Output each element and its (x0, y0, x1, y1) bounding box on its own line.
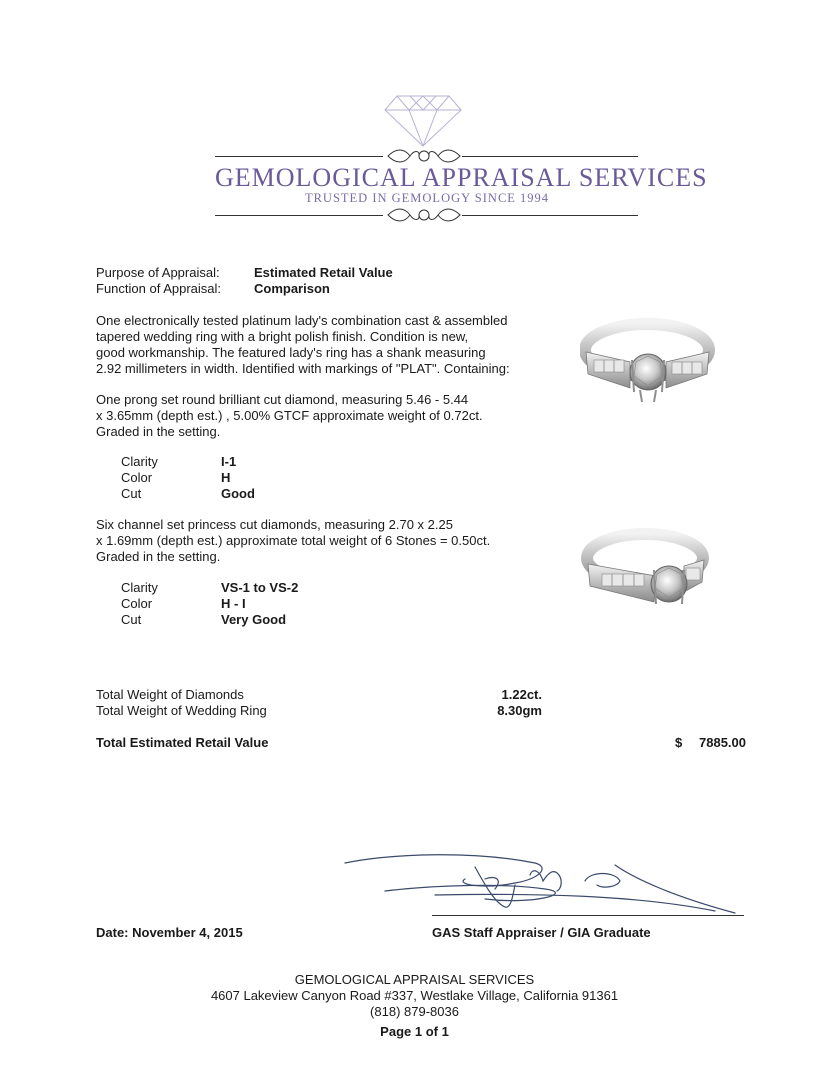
footer-phone: (818) 879-8036 (370, 1004, 459, 1019)
footer (0, 972, 829, 1040)
description-line: 2.92 millimeters in width. Identified with markings of "PLAT". Containing: (96, 361, 510, 376)
function-label: Function of Appraisal: (96, 281, 222, 296)
center-stone-description (96, 392, 483, 440)
ring-photo-front (580, 310, 715, 410)
footer-company: GEMOLOGICAL APPRAISAL SERVICES (294, 972, 535, 987)
center-stone-line: One prong set round brilliant cut diamond, measuring 5.46 - 5.44 (96, 392, 469, 407)
side-stones-line: Six channel set princess cut diamonds, measuring 2.70 x 2.25 (96, 517, 453, 532)
grade-label: Clarity (121, 580, 158, 595)
total-retail-label: Total Estimated Retail Value (96, 735, 269, 750)
appraiser-title: GAS Staff Appraiser / GIA Graduate (432, 925, 651, 940)
description-line: tapered wedding ring with a bright polish finish. Condition is new, (96, 329, 469, 344)
signature-line (432, 915, 744, 916)
center-stone-line: x 3.65mm (depth est.) , 5.00% GTCF approximate weight of 0.72ct. (96, 408, 483, 423)
appraisal-date: Date: November 4, 2015 (96, 925, 243, 940)
center-stone-grades (121, 454, 255, 502)
company-tagline: TRUSTED IN GEMOLOGY SINCE 1994 (304, 191, 550, 205)
grade-row (121, 580, 298, 596)
description-line: good workmanship. The featured lady's ring has a shank measuring (96, 345, 486, 360)
side-stones-grades (121, 580, 298, 628)
grade-label: Color (121, 596, 153, 611)
currency-symbol: $ (675, 735, 683, 750)
logo-bottom-rule (215, 215, 383, 216)
grade-row (121, 470, 255, 486)
function-value: Comparison (254, 281, 330, 296)
side-stones-line: Graded in the setting. (96, 549, 221, 564)
center-stone-line: Graded in the setting. (96, 424, 221, 439)
grade-label: Cut (121, 486, 142, 501)
grade-label: Clarity (121, 454, 158, 469)
total-ring-value: 8.30gm (497, 703, 542, 718)
ring-photo-angle (580, 520, 715, 620)
ornament-bottom-icon (386, 205, 462, 225)
grade-row (121, 612, 298, 628)
grade-label: Cut (121, 612, 142, 627)
purpose-value: Estimated Retail Value (254, 265, 393, 280)
total-diamonds-label: Total Weight of Diamonds (96, 687, 244, 702)
grade-value: H (221, 470, 231, 485)
logo-top-rule-right (462, 156, 638, 157)
footer-address: 4607 Lakeview Canyon Road #337, Westlake Village, California 91361 (210, 988, 619, 1003)
description-line: One electronically tested platinum lady's combination cast & assembled (96, 313, 508, 328)
diamond-logo-icon (383, 94, 463, 148)
total-retail-value: 7885.00 (699, 735, 746, 750)
logo-bottom-rule-right (462, 215, 638, 216)
total-ring-label: Total Weight of Wedding Ring (96, 703, 267, 718)
grade-value: Good (221, 486, 255, 501)
grade-value: I-1 (221, 454, 237, 469)
purpose-label: Purpose of Appraisal: (96, 265, 220, 280)
appraiser-signature (335, 845, 755, 925)
page-number: Page 1 of 1 (380, 1024, 449, 1039)
logo-top-rule (215, 156, 383, 157)
grade-row (121, 596, 298, 612)
grade-label: Color (121, 470, 153, 485)
ring-description (96, 313, 510, 377)
grade-row (121, 486, 255, 502)
side-stones-description (96, 517, 490, 565)
grade-value: Very Good (221, 612, 287, 627)
grade-row (121, 454, 255, 470)
grade-value: H - I (221, 596, 246, 611)
side-stones-line: x 1.69mm (depth est.) approximate total weight of 6 Stones = 0.50ct. (96, 533, 491, 548)
total-diamonds-value: 1.22ct. (501, 687, 542, 702)
company-name: GEMOLOGICAL APPRAISAL SERVICES (215, 163, 708, 192)
grade-value: VS-1 to VS-2 (221, 580, 299, 595)
